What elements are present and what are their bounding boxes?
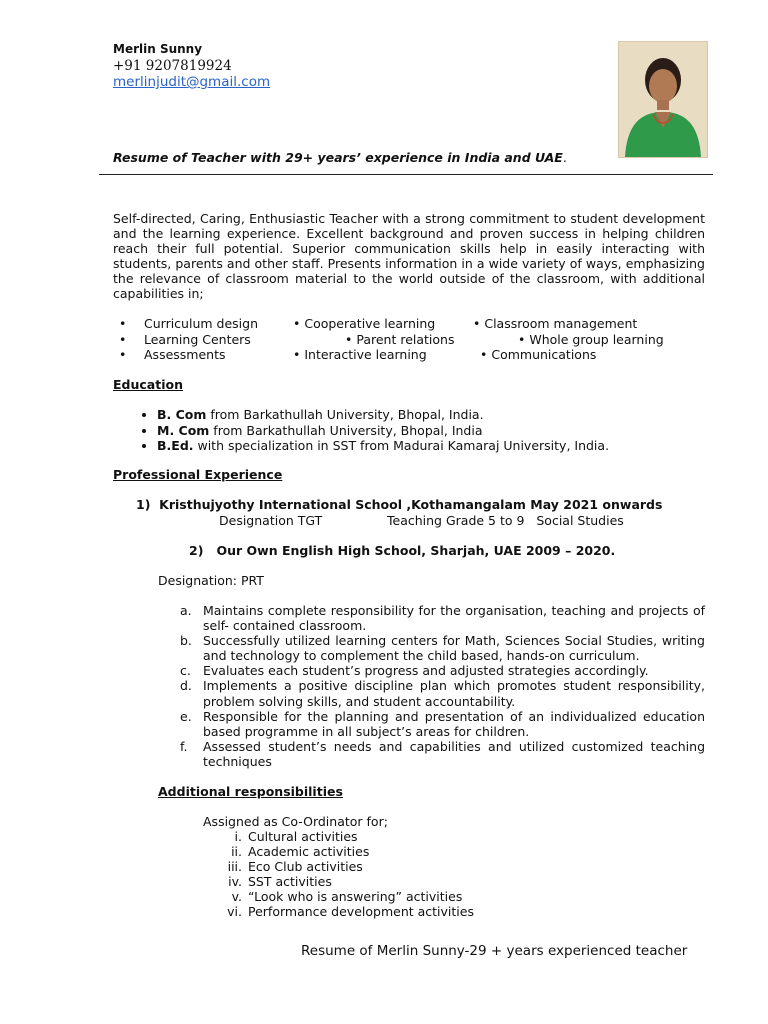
degree-detail: from Barkathullah University, Bhopal, India [209, 422, 483, 438]
headline-period: . [562, 150, 567, 165]
coordinator-text: SST activities [248, 874, 332, 890]
duty-item [176, 663, 705, 678]
coordinator-item [203, 874, 474, 889]
duty-text: Maintains complete responsibility for the organisation, teaching and projects of self- contained classroom. [203, 603, 705, 634]
roman-marker: iv. [228, 874, 242, 890]
skill-item: • Cooperative learning [293, 316, 436, 331]
coordinator-list [203, 829, 474, 920]
job-title: Kristhujyothy International School ,Kothamangalam May 2021 onwards [159, 497, 663, 512]
coordinator-item [203, 904, 474, 919]
roman-marker: i. [234, 829, 242, 844]
coordinator-item [203, 859, 474, 874]
degree-name: M. Com [157, 422, 210, 438]
coordinator-item [203, 829, 474, 844]
duties-list [176, 603, 705, 769]
profile-summary: Self-directed, Caring, Enthusiastic Teacher with a strong commitment to student development and the learning experience. Excellent background and proven success in helping children reach their full potential. Superior communication skills help in easily interacting with students, parents and other staff. Presents information in a wide variety of ways, emphasizing the relevance of classroom material to the world outside of the classroom, with additional capabilities in; [113, 211, 705, 302]
coordinator-text: Performance development activities [248, 904, 474, 920]
duty-marker: d. [180, 678, 192, 694]
experience-heading: Professional Experience [113, 467, 283, 482]
duty-marker: e. [180, 708, 192, 724]
skill-bullet: • [119, 331, 127, 347]
portrait-image [619, 42, 707, 157]
coordinator-text: Eco Club activities [248, 859, 363, 875]
resume-headline [113, 150, 567, 165]
coordinator-item [203, 889, 474, 904]
duty-text: Successfully utilized learning centers for Math, Sciences Social Studies, writing and technology to complement the child based, hands-on curriculum. [203, 633, 705, 664]
roman-marker: v. [231, 889, 242, 905]
duty-marker: f. [180, 738, 188, 754]
skills-row [113, 347, 713, 363]
duty-text: Responsible for the planning and presentation of an individualized education based programme in all subject’s areas for children. [203, 708, 705, 739]
duty-marker: c. [180, 663, 191, 679]
education-item [157, 423, 609, 439]
profile-photo [618, 41, 708, 158]
education-list [113, 407, 609, 454]
headline-text: Resume of Teacher with 29+ years’ experience in India and UAE [113, 150, 563, 165]
duty-item [176, 603, 705, 633]
duty-text: Evaluates each student’s progress and adjusted strategies accordingly. [203, 663, 649, 679]
job-title: Our Own English High School, Sharjah, UAE 2009 – 2020. [216, 543, 616, 558]
degree-detail: from Barkathullah University, Bhopal, India. [206, 407, 484, 422]
duty-item [176, 678, 705, 708]
roman-marker: ii. [231, 844, 242, 860]
page-footer: Resume of Merlin Sunny-29 + years experienced teacher [301, 943, 688, 959]
coordinator-text: Cultural activities [248, 829, 358, 844]
job-designation: Designation TGT [219, 513, 323, 528]
duty-text: Assessed student’s needs and capabilities and utilized customized teaching techniques [203, 738, 705, 769]
candidate-name: Merlin Sunny [113, 42, 203, 56]
coordinator-text: “Look who is answering” activities [248, 889, 463, 905]
skill-item: Learning Centers [144, 331, 251, 347]
skill-item: • Classroom management [473, 316, 638, 331]
skill-item: • Whole group learning [518, 331, 664, 347]
roman-marker: vi. [227, 904, 242, 920]
degree-detail: with specialization in SST from Madurai Kamaraj University, India. [193, 438, 610, 453]
coordinator-intro: Assigned as Co-Ordinator for; [203, 814, 388, 829]
degree-name: B. Com [157, 407, 207, 422]
duty-text: Implements a positive discipline plan which promotes student responsibility, problem solving skills, and student accountability. [203, 678, 705, 709]
job-number: 1) [136, 497, 151, 512]
job-2-designation: Designation: PRT [158, 573, 264, 588]
phone-number: +91 9207819924 [113, 58, 232, 74]
education-heading: Education [113, 377, 183, 392]
education-item [157, 438, 609, 454]
skills-list [113, 316, 713, 363]
job-1-details [219, 513, 624, 528]
degree-name: B.Ed. [157, 438, 194, 453]
skills-row [113, 316, 713, 332]
coordinator-item [203, 844, 474, 859]
additional-heading: Additional responsibilities [158, 784, 343, 799]
skill-bullet: • [119, 316, 127, 331]
coordinator-text: Academic activities [248, 844, 370, 860]
roman-marker: iii. [227, 859, 242, 875]
skill-item: Curriculum design [144, 316, 258, 331]
email-link[interactable]: merlinjudit@gmail.com [113, 74, 271, 90]
duty-marker: b. [180, 633, 192, 649]
job-2-title [189, 543, 615, 558]
duty-item [176, 633, 705, 663]
duty-item [176, 739, 705, 769]
skill-item: • Interactive learning [293, 347, 427, 362]
skill-item: • Communications [480, 347, 597, 362]
job-number: 2) [189, 543, 204, 558]
header-divider [99, 174, 713, 175]
skill-item: Assessments [144, 347, 226, 362]
skills-row [113, 332, 713, 348]
education-item [157, 407, 609, 423]
job-1-title [136, 497, 662, 512]
duty-marker: a. [180, 603, 192, 618]
duty-item [176, 709, 705, 739]
job-teaching: Teaching Grade 5 to 9 Social Studies [387, 513, 624, 528]
skill-bullet: • [119, 347, 127, 362]
skill-item: • Parent relations [345, 331, 455, 347]
